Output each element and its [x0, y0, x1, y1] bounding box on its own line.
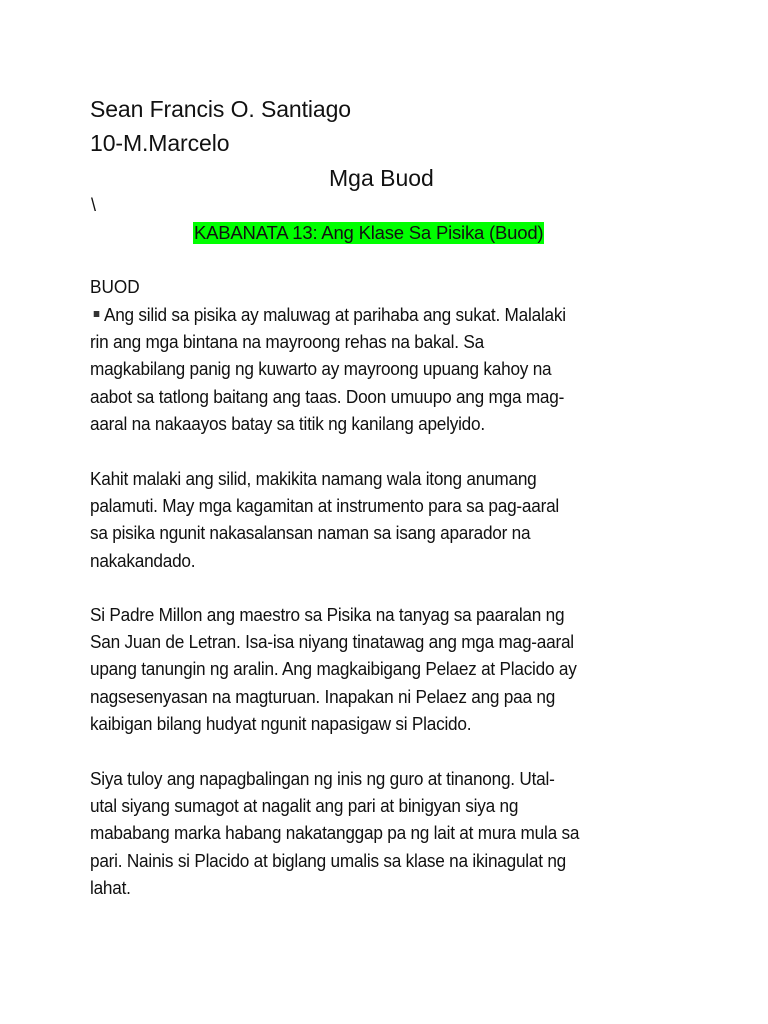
paragraph-line: nagsesenyasan na magturuan. Inapakan ni Pelaez ang paa ng [90, 685, 556, 707]
paragraph-line: palamuti. May mga kagamitan at instrumento para sa pag-aaral [90, 495, 559, 517]
summary-paragraph-2 [90, 465, 685, 574]
author-name: Sean Francis O. Santiago [90, 96, 351, 122]
chapter-heading-highlighted: KABANATA 13: Ang Klase Sa Pisika (Buod) [194, 222, 544, 243]
paragraph-line: pari. Nainis si Placido at biglang umalis sa klase na ikinagulat ng [90, 849, 567, 871]
paragraph-line: Si Padre Millon ang maestro sa Pisika na tanyag sa paaralan ng [90, 604, 565, 625]
summary-paragraph-3 [90, 601, 685, 737]
class-section: 10-M.Marcelo [90, 130, 230, 156]
paragraph-line: sa pisika ngunit nakasalansan naman sa isang aparador na [90, 522, 531, 544]
paragraph-line: magkabilang panig ng kuwarto ay mayroong upuang kahoy na [90, 358, 552, 380]
document-title: Mga Buod [329, 165, 434, 191]
paragraph-line: kaibigan bilang hudyat ngunit napasigaw si Placido. [90, 712, 472, 734]
summary-paragraph-1 [90, 301, 685, 437]
paragraph-line-text: Ang silid sa pisika ay maluwag at parihaba ang sukat. Malalaki [103, 304, 566, 325]
paragraph-line: aaral na nakaayos batay sa titik ng kanilang apelyido. [90, 412, 485, 434]
paragraph-line [90, 301, 685, 328]
square-bullet-icon [94, 311, 100, 317]
paragraph-line: Kahit malaki ang silid, makikita namang wala itong anumang [90, 468, 537, 489]
paragraph-line: utal siyang sumagot at nagalit ang pari at binigyan siya ng [90, 795, 519, 817]
paragraph-line: aabot sa tatlong baitang ang taas. Doon umuupo ang mga mag- [90, 385, 565, 407]
stray-backslash: \ [91, 195, 97, 215]
paragraph-line: mababang marka habang nakatanggap pa ng lait at mura mula sa [90, 822, 580, 844]
summary-paragraph-4 [90, 765, 685, 901]
paragraph-line: San Juan de Letran. Isa-isa niyang tinatawag ang mga mag-aaral [90, 631, 574, 653]
paragraph-line: Siya tuloy ang napagbalingan ng inis ng guro at tinanong. Utal- [90, 768, 555, 789]
paragraph-line: upang tanungin ng aralin. Ang magkaibigang Pelaez at Placido ay [90, 658, 577, 680]
paragraph-line: rin ang mga bintana na mayroong rehas na bakal. Sa [90, 331, 484, 353]
paragraph-line: nakakandado. [90, 549, 196, 571]
paragraph-line: lahat. [90, 876, 131, 898]
summary-label: BUOD [90, 276, 140, 297]
